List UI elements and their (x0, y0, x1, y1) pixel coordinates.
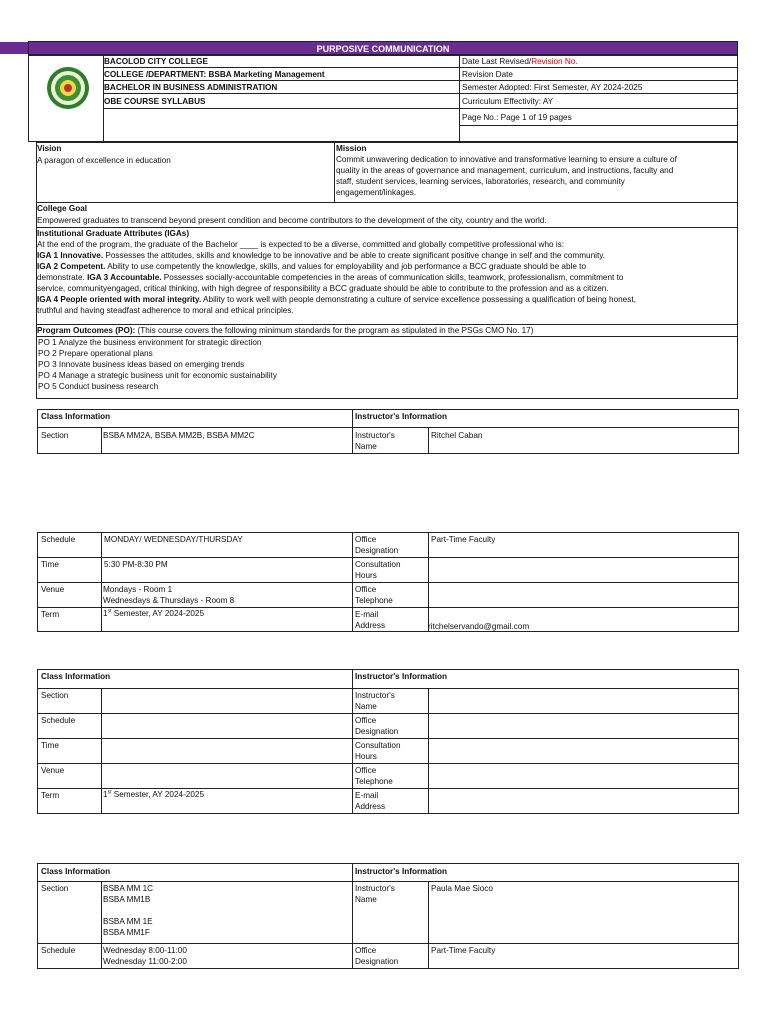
schedule-value: Wednesday 8:00-11:00 Wednesday 11:00-2:00 (103, 946, 187, 967)
time-value: 5:30 PM-8:30 PM (104, 560, 168, 569)
po-item: PO 3 Innovate business ideas based on emerging trends (38, 360, 245, 370)
course-title: PURPOSIVE COMMUNICATION (28, 41, 738, 55)
iga-3-text: Possesses socially-accountable competencies in the areas of communication skills, teamwork, professionalism, commitment to (161, 273, 624, 283)
iga-2 (37, 261, 636, 272)
po-item: PO 1 Analyze the business environment for strategic direction (38, 338, 262, 347)
mission-line: Commit unwavering dedication to innovative and transformative learning to ensure a culture of (336, 155, 677, 164)
iga-4 (37, 294, 636, 305)
instructor-name-label: Instructor's Name (355, 884, 395, 905)
mission-text (336, 154, 722, 198)
section-label: Section (41, 431, 69, 440)
po-item: PO 5 Conduct business research (38, 382, 159, 392)
po-list (38, 337, 277, 392)
office-designation-label: Office Designation (355, 716, 399, 737)
iga-3 (37, 272, 636, 283)
iga-1-title: IGA 1 Innovative. (37, 251, 104, 261)
section-label: Section (41, 691, 69, 700)
college-seal-logo (46, 66, 90, 110)
mission-line: quality in the areas of governance and management, curriculum, and instructions, faculty and (336, 166, 674, 176)
iga-4-cont: truthful and having steadfast adherence to moral and ethical principles. (37, 306, 294, 316)
consultation-hours-label: Consultation Hours (355, 560, 401, 581)
term-value: 1st Semester, AY 2024-2025 (103, 608, 205, 618)
iga-2-text: Ability to use competently the knowledge, skills, and values for employability and job performance a BCC graduate should be able to (105, 262, 586, 272)
venue-value: Mondays - Room 1 Wednesdays & Thursdays - Room 8 (103, 585, 235, 606)
iga-3-cont: service, communityengaged, critical thinking, with high degree of responsibility a BCC graduate should be able to contribute to the profession and as a citizen. (37, 284, 609, 294)
schedule-value: MONDAY/ WEDNESDAY/THURSDAY (104, 535, 243, 544)
iga-intro: At the end of the program, the graduate of the Bachelor ____ is expected to be a diverse, committed and globally competitive professional who is: (37, 240, 565, 250)
po-item: PO 4 Manage a strategic business unit for economic sustainability (38, 371, 277, 381)
section-label: Section (41, 884, 69, 893)
vision-text: A paragon of excellence in education (37, 156, 171, 165)
po-item: PO 2 Prepare operational plans (38, 349, 153, 359)
time-label: Time (41, 741, 59, 750)
iga-3-title: IGA 3 Accountable. (87, 273, 162, 283)
page-number: Page No.: Page 1 of 19 pages (462, 113, 572, 122)
instructor-name-value: Ritchel Caban (431, 431, 483, 440)
revision-no: Revision No. (531, 57, 578, 66)
date-last-revised (462, 56, 578, 67)
email-label: E-mail Address (355, 791, 386, 812)
instructor-name-value: Paula Mae Sioco (431, 884, 493, 893)
mission-line: staff, student services, learning services, laboratories, research, and community (336, 177, 625, 187)
iga-1-text: Possesses the attitudes, skills and knowledge to be innovative and be able to create significant positive change in self and the community. (103, 251, 605, 261)
term-value: 1st Semester, AY 2024-2025 (103, 789, 205, 799)
vision-label: Vision (37, 144, 62, 153)
iga-4-text: Ability to work well with people demonstrating a culture of service excellence possessing a qualification of being honest, (201, 295, 636, 305)
term-label: Term (41, 791, 60, 800)
office-designation-value: Part-Time Faculty (431, 946, 496, 955)
iga-2-text-cont: demonstrate. (37, 273, 88, 283)
section-value: BSBA MM2A, BSBA MM2B, BSBA MM2C (103, 431, 255, 440)
college-goal-text: Empowered graduates to transcend beyond present condition and become contributors to the development of the city, country and the world. (37, 216, 547, 225)
consultation-hours-label: Consultation Hours (355, 741, 401, 762)
header-department: COLLEGE /DEPARTMENT: BSBA Marketing Management (104, 70, 325, 79)
po-label: Program Outcomes (PO): (37, 326, 136, 335)
title-accent-bar (0, 42, 28, 54)
instructor-name-label: Instructor's Name (355, 431, 395, 452)
mission-label: Mission (336, 144, 367, 153)
office-designation-value: Part-Time Faculty (431, 535, 496, 544)
revision-date: Revision Date (462, 70, 513, 79)
class-info-header: Class Information (41, 867, 111, 876)
office-telephone-label: Office Telephone (355, 766, 393, 787)
term-label: Term (41, 610, 60, 619)
header-college-name: BACOLOD CITY COLLEGE (104, 57, 209, 66)
instructor-info-header: Instructor's Information (355, 412, 448, 421)
iga-label: Institutional Graduate Attributes (IGAs) (37, 229, 190, 238)
po-description: (This course covers the following minimum standards for the program as stipulated in the PSGs CMO No. 17) (135, 326, 534, 335)
header-syllabus-type: OBE COURSE SYLLABUS (104, 97, 206, 106)
venue-label: Venue (41, 766, 65, 775)
time-label: Time (41, 560, 59, 569)
mission-line: engagement/linkages. (336, 188, 417, 198)
venue-label: Venue (41, 585, 65, 594)
iga-text (37, 228, 636, 317)
schedule-label: Schedule (41, 535, 76, 544)
office-telephone-label: Office Telephone (355, 585, 393, 606)
iga-1 (37, 250, 636, 261)
po-header (37, 325, 533, 336)
email-label: E-mail Address (355, 610, 386, 631)
header-program: BACHELOR IN BUSINESS ADMINISTRATION (104, 83, 278, 92)
iga-4-title: IGA 4 People oriented with moral integrity. (37, 295, 202, 305)
instructor-info-header: Instructor's Information (355, 867, 448, 876)
iga-2-title: IGA 2 Competent. (37, 262, 106, 272)
class-info-header: Class Information (41, 672, 111, 681)
schedule-label: Schedule (41, 716, 76, 725)
curriculum-effectivity: Curriculum Effectivity: AY (462, 97, 554, 106)
section-value: BSBA MM 1C BSBA MM1B BSBA MM 1E BSBA MM1F (103, 884, 154, 938)
instructor-name-label: Instructor's Name (355, 691, 395, 712)
office-designation-label: Office Designation (355, 535, 399, 556)
date-last-revised-label: Date Last Revised/ (462, 57, 532, 66)
semester-adopted: Semester Adopted: First Semester, AY 2024-2025 (462, 83, 643, 92)
instructor-info-header: Instructor's Information (355, 672, 448, 681)
email-value: ritchelservando@gmail.com (428, 622, 530, 631)
class-info-header: Class Information (41, 412, 111, 421)
college-goal-label: College Goal (37, 204, 88, 213)
schedule-label: Schedule (41, 946, 76, 955)
office-designation-label: Office Designation (355, 946, 399, 967)
